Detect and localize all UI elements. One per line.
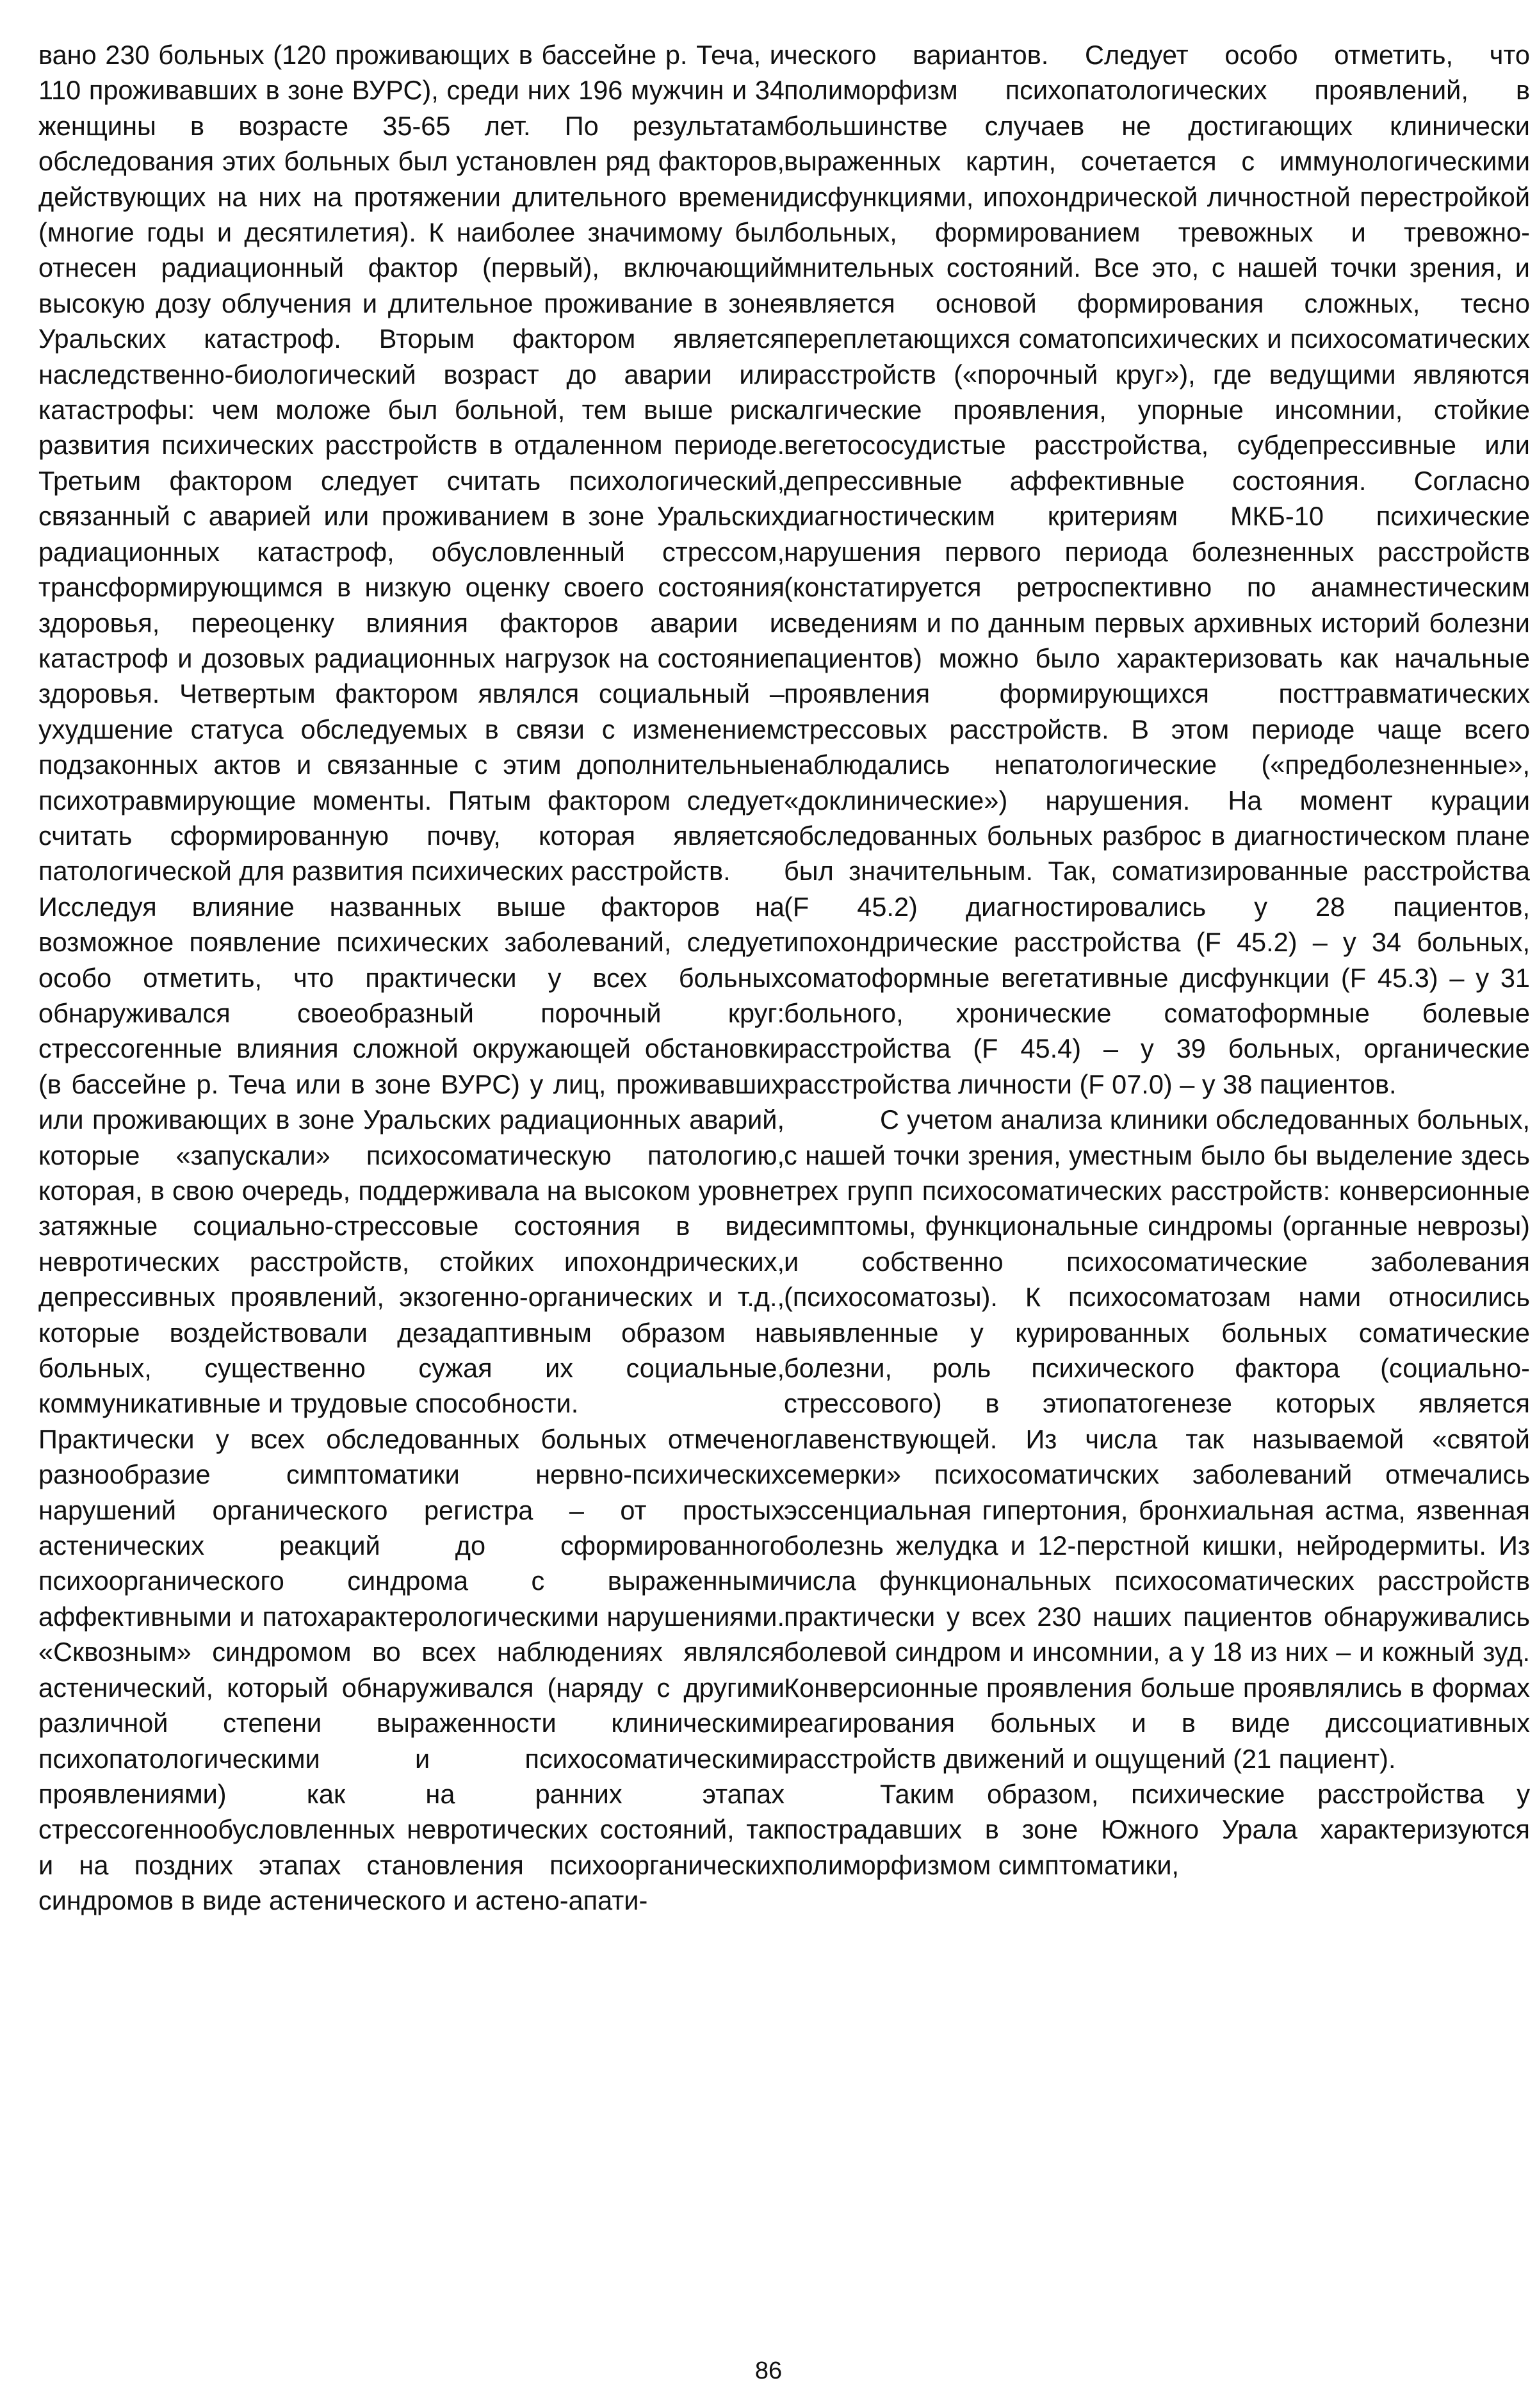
left-text-column bbox=[38, 37, 785, 1919]
paragraph: Практически у всех обследованных больных отмечено разнообразие симптоматики нервно-психических нарушений органического регистра – от простых астенических реакций до сформированного психоорганического синдрома с выраженными аффективными и патохарактерологическими нарушениями. «Сквозным» синдромом во всех наблюдениях являлся астенический, который обнаруживался (наряду с другими различной степени выраженности клиническими психопатологическими и психосоматическими проявлениями) как на ранних этапах стрессогеннообусловленных невротических состояний, так и на поздних этапах становления психоорганических синдромов в виде астенического и астено-апати- bbox=[38, 1423, 785, 1916]
page-number: 86 bbox=[754, 2357, 783, 2384]
paragraph: вано 230 больных (120 проживающих в бассейне р. Теча, и 110 проживавших в зоне ВУРС), среди них 196 мужчин и 34 женщины в возрасте 35-65 лет. По результатам обследования этих больных был установлен ряд факторов, действующих на них на протяжении длительного времени (многие годы и десятилетия). К наиболее значимому был отнесен радиационный фактор (первый), включающий высокую дозу облучения и длительное проживание в зоне Уральских катастроф. Вторым фактором является наследственно-биологический возраст до аварии или катастрофы: чем моложе был больной, тем выше риск развития психических расстройств в отдаленном периоде. Третьим фактором следует считать психологический, связанный с аварией или проживанием в зоне Уральских радиационных катастроф, обусловленный стрессом, трансформирующимся в низкую оценку своего состояния здоровья, переоценку влияния факторов аварии и катастроф и дозовых радиационных нагрузок на состояние здоровья. Четвертым фактором являлся социальный – ухудшение статуса обследуемых в связи с изменением подзаконных актов и связанные с этим дополнительные психотравмирующие моменты. Пятым фактором следует считать сформированную почву, которая является патологической для развития психических расстройств. bbox=[38, 40, 785, 887]
right-text-column bbox=[784, 37, 1530, 1883]
paragraph: ческого вариантов. Следует особо отметить, что полиморфизм психопатологических проявлений, в большинстве случаев не достигающих клинически выраженных картин, сочетается с иммунологическими дисфункциями, ипохондрической личностной перестройкой больных, формированием тревожных и тревожно-мнительных состояний. Все это, с нашей точки зрения, и является основой формирования сложных, тесно переплетающихся соматопсихических и психосоматических расстройств («порочный круг»), где ведущими являются алгические проявления, упорные инсомнии, стойкие вегетососудистые расстройства, субдепрессивные или депрессивные аффективные состояния. Согласно диагностическим критериям МКБ-10 психические нарушения первого периода болезненных расстройств (констатируется ретроспективно по анамнестическим сведениям и по данным первых архивных историй болезни пациентов) можно было характеризовать как начальные проявления формирующихся посттравматических стрессовых расстройств. В этом периоде чаще всего наблюдались непатологические («предболезненные», «доклинические») нарушения. На момент курации обследованных больных разброс в диагностическом плане был значительным. Так, соматизированные расстройства (F 45.2) диагностировались у 28 пациентов, ипохондрические расстройства (F 45.2) – у 34 больных, соматоформные вегетативные дисфункции (F 45.3) – у 31 больного, хронические соматоформные болевые расстройства (F 45.4) – у 39 больных, органические расстройства личности (F 07.0) – у 38 пациентов. bbox=[784, 40, 1530, 1099]
paragraph: С учетом анализа клиники обследованных больных, с нашей точки зрения, уместным было бы выделение здесь трех групп психосоматических расстройств: конверсионные симптомы, функциональные синдромы (органные неврозы) и собственно психосоматические заболевания (психосоматозы). К психосоматозам нами относились выявленные у курированных больных соматические болезни, роль психического фактора (социально-стрессового) в этиопатогенезе которых является главенствующей. Из числа так называемой «святой семерки» психосоматичских заболеваний отмечались эссенциальная гипертония, бронхиальная астма, язвенная болезнь желудка и 12-перстной кишки, нейродермиты. Из числа функциональных психосоматических расстройств практически у всех 230 наших пациентов обнаруживались болевой синдром и инсомнии, а у 18 из них – и кожный зуд. Конверсионные проявления больше проявлялись в формах реагирования больных и в виде диссоциативных расстройств движений и ощущений (21 пациент). bbox=[784, 1104, 1530, 1774]
paragraph: Исследуя влияние названных выше факторов на возможное появление психических заболеваний, следует особо отметить, что практически у всех больных обнаруживался своеобразный порочный круг: стрессогенные влияния сложной окружающей обстановки (в бассейне р. Теча или в зоне ВУРС) у лиц, проживавших или проживающих в зоне Уральских радиационных аварий, которые «запускали» психосоматическую патологию, которая, в свою очередь, поддерживала на высоком уровне затяжные социально-стрессовые состояния в виде невротических расстройств, стойких ипохондрических, депрессивных проявлений, экзогенно-органических и т.д., которые воздействовали дезадаптивным образом на больных, существенно сужая их социальные, коммуникативные и трудовые способности. bbox=[38, 891, 785, 1419]
paragraph: Таким образом, психические расстройства у пострадавших в зоне Южного Урала характеризуются полиморфизмом симптоматики, bbox=[784, 1778, 1530, 1880]
